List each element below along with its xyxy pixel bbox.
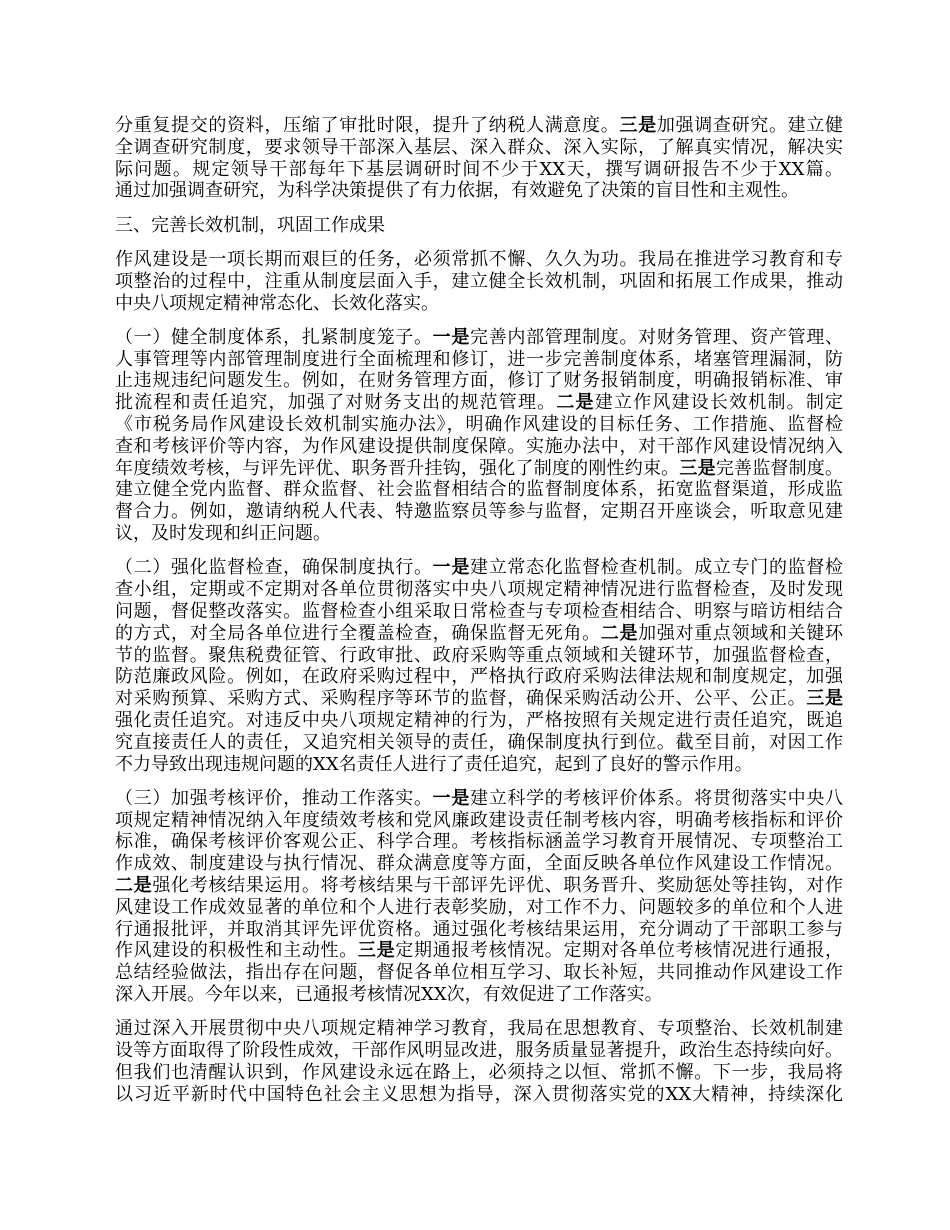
text-line (115, 940, 843, 962)
text-line (115, 875, 843, 897)
text-segment: 定期通报考核情况。定期对各单位考核情况进行通报， (395, 940, 844, 962)
text-line (115, 831, 843, 853)
text-line (115, 436, 843, 458)
text-segment: （三）加强考核评价，推动工作落实。 (115, 787, 433, 809)
text-segment: 建立常态化监督检查机制。成立专门的监督检 (470, 557, 844, 579)
text-segment: （二）强化监督检查，确保制度执行。 (115, 557, 433, 579)
text-segment: 深入开展。今年以来，已通报考核情况XX次，有效促进了工作落实。 (115, 983, 663, 1005)
text-segment: 建立健全党内监督、群众监督、社会监督相结合的监督制度体系，拓宽监督渠道，形成监 (115, 479, 843, 501)
paragraph (115, 327, 843, 545)
text-segment: 查小组，定期或不定期对各单位贯彻落实中央八项规定精神情况进行监督检查，及时发现 (115, 579, 843, 601)
text-segment: 行通报批评，并取消其评先评优资格。通过强化考核结果运用，充分调动了干部职工参与 (115, 918, 843, 940)
paragraph (115, 1018, 843, 1105)
text-segment: 批流程和责任追究，加强了对财务支出的规范管理。 (115, 392, 557, 414)
text-line (115, 293, 843, 315)
text-segment: （一）健全制度体系，扎紧制度笼子。 (115, 326, 433, 348)
text-segment: 建立作风建设长效机制。制定 (594, 392, 844, 414)
text-line (115, 688, 843, 710)
text-segment: 建立科学的考核评价体系。将贯彻落实中央八 (470, 787, 844, 809)
bold-lead-text: 一是 (432, 787, 471, 809)
text-segment: 强化责任追究。对违反中央八项规定精神的行为，严格按照有关规定进行责任追究，既追 (115, 709, 843, 731)
text-segment: 但我们也清醒认识到，作风建设永远在路上，必须持之以恒、常抓不懈。下一步，我局将 (115, 1061, 843, 1083)
text-line (115, 1040, 843, 1062)
bold-lead-text: 三是 (619, 115, 657, 136)
text-line (115, 557, 843, 579)
text-segment: 加强调查研究。建立健 (656, 115, 844, 136)
text-line (115, 501, 843, 523)
text-line (115, 327, 843, 349)
bold-lead-text: 三是 (679, 457, 716, 479)
text-segment: 防范廉政风险。例如，在政府采购过程中，严格执行政府采购法律法规和制度规定，加强 (115, 666, 843, 688)
text-line (115, 392, 843, 414)
text-segment: 究直接责任人的责任，又追究相关领导的责任，确保制度执行到位。截至目前，对因工作 (115, 731, 843, 753)
text-segment: 分重复提交的资料，压缩了审批时限，提升了纳税人满意度。 (115, 115, 620, 136)
paragraph (115, 557, 843, 775)
paragraph (115, 249, 843, 314)
text-line (115, 897, 843, 919)
text-segment: 项规定精神情况纳入年度绩效考核和党风廉政建设责任制考核内容，明确考核指标和评价 (115, 809, 843, 831)
text-segment: 问题，督促整改落实。监督检查小组采取日常检查与专项检查相结合、明察与暗访相结合 (115, 600, 843, 622)
text-segment: 作风建设的积极性和主动性。 (115, 940, 358, 962)
text-line (115, 601, 843, 623)
paragraph (115, 115, 843, 202)
bold-lead-text: 二是 (556, 392, 595, 414)
text-segment: 作风建设是一项长期而艰巨的任务，必须常抓不懈、久久为功。我局在推进学习教育和专 (115, 248, 843, 270)
text-line (115, 115, 843, 137)
text-segment: 年度绩效考核，与评先评优、职务晋升挂钩，强化了制度的刚性约束。 (115, 457, 680, 479)
text-segment: 际问题。规定领导干部每年下基层调研时间不少于XX天，撰写调研报告不少于XX篇。 (115, 158, 843, 180)
bold-lead-text: 三是 (357, 940, 396, 962)
text-line (115, 271, 843, 293)
text-line (115, 1018, 843, 1040)
text-line (115, 370, 843, 392)
text-segment: 以习近平新时代中国特色社会主义思想为指导，深入贯彻落实党的XX大精神，持续深化 (115, 1083, 843, 1105)
bold-lead-text: 二是 (600, 622, 639, 644)
text-segment: 总结经验做法，指出存在问题，督促各单位相互学习、取长补短，共同推动作风建设工作 (115, 962, 843, 984)
text-segment: 三、完善长效机制，巩固工作成果 (115, 214, 385, 236)
text-line (115, 479, 843, 501)
text-segment: 的方式，对全局各单位进行全覆盖检查，确保监督无死角。 (115, 622, 601, 644)
text-segment: 完善内部管理制度。对财务管理、资产管理、 (470, 326, 844, 348)
text-segment: 设等方面取得了阶段性成效，干部作风明显改进，服务质量显著提升，政治生态持续向好。 (115, 1040, 843, 1062)
text-line (115, 732, 843, 754)
text-line (115, 645, 843, 667)
text-line (115, 710, 843, 732)
text-segment: 《市税务局作风建设长效机制实施办法》，明确作风建设的目标任务、工作措施、监督检 (115, 414, 843, 436)
text-segment: 人事管理等内部管理制度进行全面梳理和修订，进一步完善制度体系，堵塞管理漏洞，防 (115, 348, 843, 370)
text-line (115, 458, 843, 480)
text-line (115, 788, 843, 810)
text-line (115, 853, 843, 875)
text-segment: 议，及时发现和纠正问题。 (115, 523, 331, 545)
text-segment: 督合力。例如，邀请纳税人代表、特邀监察员等参与监督，定期召开座谈会，听取意见建 (115, 501, 843, 523)
text-segment: 节的监督。聚焦税费征管、行政审批、政府采购等重点领域和关键环节，加强监督检查， (115, 644, 843, 666)
text-segment: 强化考核结果运用。将考核结果与干部评先评优、职务晋升、奖励惩处等挂钩，对作 (152, 875, 844, 896)
text-segment: 标准，确保考核评价客观公正、科学合理。考核指标涵盖学习教育开展情况、专项整治工 (115, 831, 843, 853)
text-line (115, 666, 843, 688)
text-segment: 止违规违纪问题发生。例如，在财务管理方面，修订了财务报销制度，明确报销标准、审 (115, 370, 843, 392)
text-segment: 通过加强调查研究，为科学决策提供了有力依据，有效避免了决策的盲目性和主观性。 (115, 180, 799, 202)
text-segment: 项整治的过程中，注重从制度层面入手，建立健全长效机制，巩固和拓展工作成果，推动 (115, 270, 843, 292)
bold-lead-text: 二是 (115, 875, 153, 896)
text-line (115, 159, 843, 181)
text-line (115, 810, 843, 832)
section-heading (115, 215, 843, 237)
text-segment: 对采购预算、采购方式、采购程序等环节的监督，确保采购活动公开、公平、公正。 (115, 688, 807, 710)
text-segment: 完善监督制度。 (715, 457, 844, 479)
bold-lead-text: 一是 (432, 557, 471, 579)
text-line (115, 1062, 843, 1084)
paragraph (115, 788, 843, 1006)
text-segment: 中央八项规定精神常态化、长效化落实。 (115, 292, 439, 314)
text-line (115, 180, 843, 202)
bold-lead-text: 三是 (806, 688, 843, 710)
bold-lead-text: 一是 (432, 326, 471, 348)
text-line (115, 984, 843, 1006)
text-line (115, 962, 843, 984)
text-segment: 通过深入开展贯彻中央八项规定精神学习教育，我局在思想教育、专项整治、长效机制建 (115, 1018, 843, 1040)
text-segment: 不力导致出现违规问题的XX名责任人进行了责任追究，起到了良好的警示作用。 (115, 753, 753, 775)
text-line (115, 754, 843, 776)
text-segment: 加强对重点领域和关键环 (638, 622, 844, 644)
text-line (115, 349, 843, 371)
text-segment: 查和考核评价等内容，为作风建设提供制度保障。实施办法中，对干部作风建设情况纳入 (115, 435, 843, 457)
text-line (115, 414, 843, 436)
text-line (115, 579, 843, 601)
text-line (115, 1084, 843, 1106)
text-line (115, 215, 843, 237)
document-page (115, 115, 843, 1118)
text-line (115, 523, 843, 545)
text-line (115, 137, 843, 159)
text-segment: 作成效、制度建设与执行情况、群众满意度等方面，全面反映各单位作风建设工作情况。 (115, 853, 843, 875)
text-line (115, 623, 843, 645)
text-segment: 全调查研究制度，要求领导干部深入基层、深入群众、深入实际，了解真实情况，解决实 (115, 136, 843, 158)
text-line (115, 919, 843, 941)
text-segment: 风建设工作成效显著的单位和个人进行表彰奖励，对工作不力、问题较多的单位和个人进 (115, 896, 843, 918)
text-line (115, 249, 843, 271)
